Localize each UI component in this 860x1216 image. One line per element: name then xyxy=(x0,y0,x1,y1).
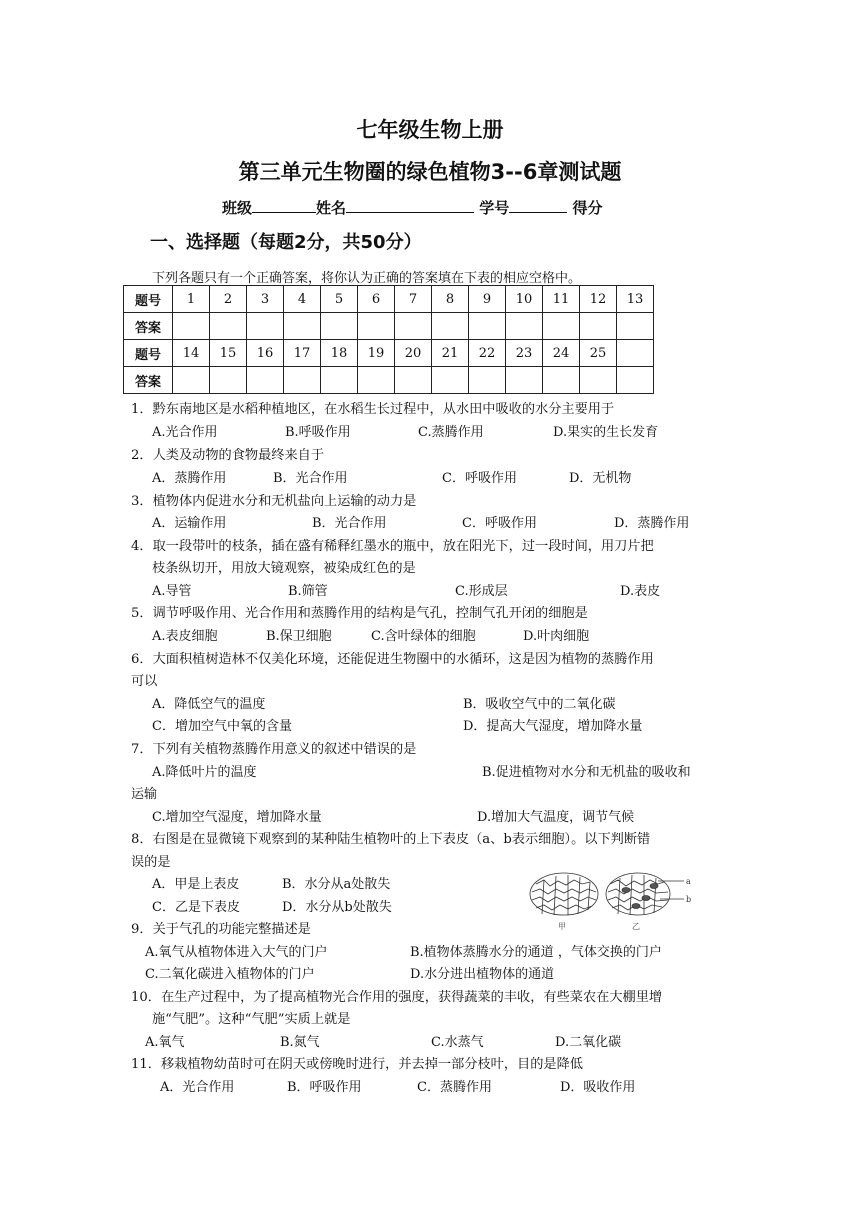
answer-cell[interactable] xyxy=(247,313,284,340)
question-5-stem: 5．调节呼吸作用、光合作用和蒸腾作用的结构是气孔，控制气孔开闭的细胞是 xyxy=(131,606,588,621)
answer-cell[interactable] xyxy=(580,367,617,394)
question-7-stem: 7．下列有关植物蒸腾作用意义的叙述中错误的是 xyxy=(131,742,417,757)
q5-option-b: B.保卫细胞 xyxy=(266,629,332,644)
num-cell: 1 xyxy=(173,286,210,313)
q11-option-b: B．呼吸作用 xyxy=(287,1080,362,1095)
q10-option-b: B.氮气 xyxy=(280,1035,320,1050)
q10-option-c: C.水蒸气 xyxy=(431,1035,484,1050)
num-cell: 5 xyxy=(321,286,358,313)
q11-option-c: C．蒸腾作用 xyxy=(417,1080,492,1095)
q4-option-a: A.导管 xyxy=(152,584,192,599)
answer-cell[interactable] xyxy=(247,367,284,394)
num-cell: 10 xyxy=(506,286,543,313)
question-2-stem: 2．人类及动物的食物最终来自于 xyxy=(131,448,325,463)
num-cell: 12 xyxy=(580,286,617,313)
answer-cell[interactable] xyxy=(432,367,469,394)
question-10-stem: 10．在生产过程中，为了提高植物光合作用的强度，获得蔬菜的丰收，有些菜农在大棚里增 xyxy=(131,990,663,1005)
student-info-line xyxy=(222,197,603,218)
num-header: 题号 xyxy=(124,340,173,367)
num-cell xyxy=(617,340,654,367)
question-10-stem-cont: 施“气肥”。这种“气肥”实质上就是 xyxy=(152,1012,351,1027)
num-cell: 3 xyxy=(247,286,284,313)
q2-option-b: B．光合作用 xyxy=(273,471,348,486)
q7-option-c: C.增加空气湿度，增加降水量 xyxy=(152,810,322,825)
num-cell: 15 xyxy=(210,340,247,367)
answer-cell[interactable] xyxy=(432,313,469,340)
q9-option-b: B.植物体蒸腾水分的通道 ，气体交换的门户 xyxy=(410,945,662,960)
q7-option-a: A.降低叶片的温度 xyxy=(152,765,257,780)
section-instruction: 下列各题只有一个正确答案，将你认为正确的答案填在下表的相应空格中。 xyxy=(152,271,582,286)
q4-option-d: D.表皮 xyxy=(620,584,661,599)
q6-option-d: D．提高大气湿度，增加降水量 xyxy=(463,719,643,734)
num-cell: 11 xyxy=(543,286,580,313)
class-label: 班级 xyxy=(222,199,253,217)
answer-cell[interactable] xyxy=(284,313,321,340)
num-cell: 7 xyxy=(395,286,432,313)
num-cell: 2 xyxy=(210,286,247,313)
answer-cell[interactable] xyxy=(173,367,210,394)
answer-cell[interactable] xyxy=(395,367,432,394)
q8-option-b: B．水分从a处散失 xyxy=(282,877,391,892)
num-cell: 6 xyxy=(358,286,395,313)
num-cell: 22 xyxy=(469,340,506,367)
q5-option-a: A.表皮细胞 xyxy=(152,629,218,644)
answer-cell[interactable] xyxy=(469,367,506,394)
num-cell: 25 xyxy=(580,340,617,367)
answer-cell[interactable] xyxy=(543,313,580,340)
num-cell: 14 xyxy=(173,340,210,367)
answer-cell[interactable] xyxy=(617,313,654,340)
question-8-stem-cont: 误的是 xyxy=(131,855,171,870)
q11-option-d: D．吸收作用 xyxy=(560,1080,636,1095)
answer-cell[interactable] xyxy=(506,313,543,340)
answer-cell[interactable] xyxy=(284,367,321,394)
answer-cell[interactable] xyxy=(321,367,358,394)
q8-option-d: D．水分从b处散失 xyxy=(282,900,392,915)
question-6-stem-cont: 可以 xyxy=(131,674,158,689)
q7-option-b-cont: 运输 xyxy=(131,787,158,802)
answer-header: 答案 xyxy=(124,313,173,340)
question-9-stem: 9．关于气孔的功能完整描述是 xyxy=(131,922,311,937)
num-cell: 20 xyxy=(395,340,432,367)
label-jia: 甲 xyxy=(558,922,566,931)
num-cell: 17 xyxy=(284,340,321,367)
table-row xyxy=(124,340,654,367)
num-cell: 21 xyxy=(432,340,469,367)
q3-option-a: A．运输作用 xyxy=(152,516,227,531)
table-row xyxy=(124,286,654,313)
name-blank[interactable] xyxy=(346,198,474,213)
answer-cell[interactable] xyxy=(358,313,395,340)
label-yi: 乙 xyxy=(632,922,640,931)
q1-option-a: A.光合作用 xyxy=(152,425,218,440)
q7-option-d: D.增加大气温度，调节气候 xyxy=(477,810,635,825)
q1-option-c: C.蒸腾作用 xyxy=(418,425,484,440)
answer-cell[interactable] xyxy=(173,313,210,340)
q2-option-d: D．无机物 xyxy=(569,471,632,486)
q5-option-c: C.含叶绿体的细胞 xyxy=(371,629,476,644)
q2-option-c: C．呼吸作用 xyxy=(442,471,517,486)
q11-option-a: A．光合作用 xyxy=(160,1080,235,1095)
id-blank[interactable] xyxy=(509,198,567,213)
num-cell: 13 xyxy=(617,286,654,313)
answer-cell[interactable] xyxy=(210,367,247,394)
q6-option-a: A．降低空气的温度 xyxy=(152,697,266,712)
question-1-stem: 1．黔东南地区是水稻种植地区，在水稻生长过程中，从水田中吸收的水分主要用于 xyxy=(131,402,615,417)
q1-option-b: B.呼吸作用 xyxy=(285,425,351,440)
id-label: 学号 xyxy=(479,199,510,217)
answer-cell[interactable] xyxy=(617,367,654,394)
num-cell: 23 xyxy=(506,340,543,367)
table-row xyxy=(124,367,654,394)
q4-option-b: B.筛管 xyxy=(288,584,328,599)
answer-cell[interactable] xyxy=(395,313,432,340)
question-8-stem: 8．右图是在显微镜下观察到的某种陆生植物叶的上下表皮（a、b表示细胞）。以下判断错 xyxy=(131,832,651,847)
q4-option-c: C.形成层 xyxy=(455,584,508,599)
section-title: 一、选择题（每题2分，共50分） xyxy=(150,232,422,253)
lower-epidermis-drawing xyxy=(606,873,670,915)
score-label: 得分 xyxy=(572,199,603,217)
q2-option-a: A．蒸腾作用 xyxy=(152,471,227,486)
answer-header: 答案 xyxy=(124,367,173,394)
q6-option-c: C．增加空气中氧的含量 xyxy=(152,719,292,734)
name-label: 姓名 xyxy=(316,199,347,217)
question-11-stem: 11．移栽植物幼苗时可在阴天或傍晚时进行，并去掉一部分枝叶，目的是降低 xyxy=(131,1057,583,1072)
table-row xyxy=(124,313,654,340)
num-cell: 4 xyxy=(284,286,321,313)
q9-option-a: A.氧气从植物体进入大气的门户 xyxy=(145,945,328,960)
label-b: b xyxy=(686,895,692,904)
q10-option-a: A.氧气 xyxy=(145,1035,185,1050)
q9-option-c: C.二氧化碳进入植物体的门户 xyxy=(145,967,315,982)
num-cell: 19 xyxy=(358,340,395,367)
q10-option-d: D.二氧化碳 xyxy=(555,1035,622,1050)
num-cell: 24 xyxy=(543,340,580,367)
leaf-epidermis-figure xyxy=(528,870,698,932)
num-cell: 8 xyxy=(432,286,469,313)
question-4-stem-cont: 枝条纵切开，用放大镜观察，被染成红色的是 xyxy=(152,561,416,576)
q8-option-c: C．乙是下表皮 xyxy=(152,900,240,915)
question-4-stem: 4．取一段带叶的枝条，插在盛有稀释红墨水的瓶中，放在阳光下，过一段时间，用刀片把 xyxy=(131,539,654,554)
q8-option-a: A．甲是上表皮 xyxy=(152,877,240,892)
q9-option-d: D.水分进出植物体的通道 xyxy=(410,967,555,982)
answer-cell[interactable] xyxy=(210,313,247,340)
q6-option-b: B．吸收空气中的二氧化碳 xyxy=(463,697,616,712)
upper-epidermis-drawing xyxy=(530,873,598,915)
num-cell: 16 xyxy=(247,340,284,367)
answer-cell[interactable] xyxy=(321,313,358,340)
num-cell: 18 xyxy=(321,340,358,367)
page-title: 七年级生物上册 xyxy=(356,118,504,142)
label-a: a xyxy=(686,877,691,886)
page-subtitle: 第三单元生物圈的绿色植物3--6章测试题 xyxy=(238,160,622,184)
answer-table xyxy=(123,285,654,394)
answer-cell[interactable] xyxy=(358,367,395,394)
answer-cell[interactable] xyxy=(506,367,543,394)
answer-cell[interactable] xyxy=(580,313,617,340)
q3-option-c: C．呼吸作用 xyxy=(462,516,537,531)
answer-cell[interactable] xyxy=(469,313,506,340)
q7-option-b: B.促进植物对水分和无机盐的吸收和 xyxy=(482,765,691,780)
q3-option-b: B．光合作用 xyxy=(312,516,387,531)
num-header: 题号 xyxy=(124,286,173,313)
class-blank[interactable] xyxy=(252,198,316,213)
answer-cell[interactable] xyxy=(543,367,580,394)
question-6-stem: 6．大面积植树造林不仅美化环境，还能促进生物圈中的水循环，这是因为植物的蒸腾作用 xyxy=(131,652,654,667)
question-3-stem: 3．植物体内促进水分和无机盐向上运输的动力是 xyxy=(131,494,417,509)
q3-option-d: D．蒸腾作用 xyxy=(614,516,690,531)
q5-option-d: D.叶肉细胞 xyxy=(523,629,590,644)
q1-option-d: D.果实的生长发育 xyxy=(553,425,659,440)
num-cell: 9 xyxy=(469,286,506,313)
